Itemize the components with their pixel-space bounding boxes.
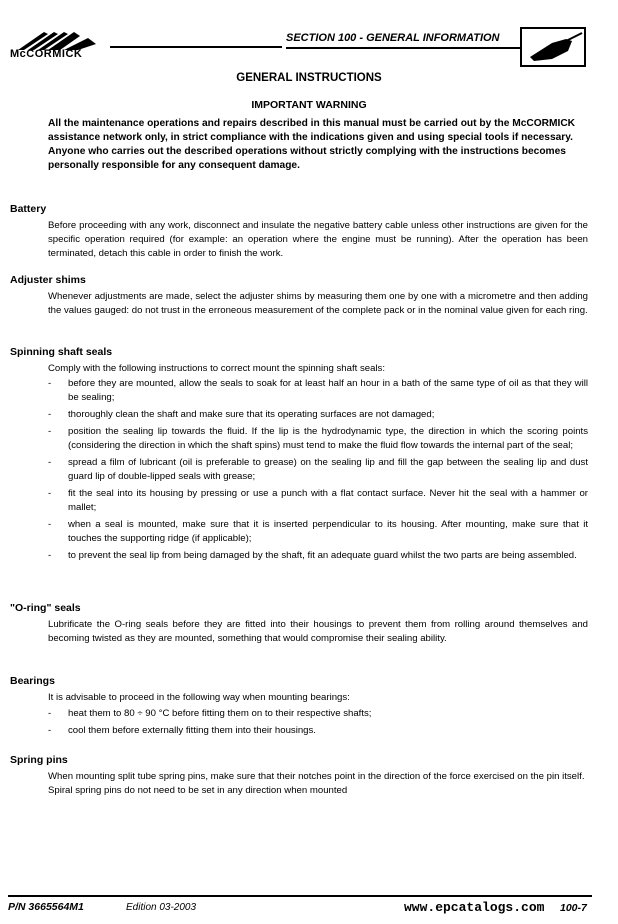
section-icon-box (520, 27, 586, 67)
website-watermark: www.epcatalogs.com (404, 900, 545, 915)
list-item-text: to prevent the seal lip from being damaged by the shaft, fit an adequate guard whilst the two parts are being assembled. (68, 550, 577, 561)
list-item-text: cool them before externally fitting them into their housings. (68, 725, 316, 736)
brand-name: McCORMICK (10, 48, 83, 60)
bearings-intro-text: It is advisable to proceed in the following way when mounting bearings: (48, 692, 350, 703)
list-dash: - (48, 725, 52, 736)
list-dash: - (48, 488, 52, 499)
footer-rule (8, 895, 592, 897)
page-title: GENERAL INSTRUCTIONS (236, 72, 382, 84)
warning-body (48, 117, 588, 173)
list-item-text: heat them to 80 ÷ 90 °C before fitting them on to their respective shafts; (68, 708, 372, 719)
list-item (48, 408, 588, 422)
list-dash: - (48, 550, 52, 561)
heading-bearings: Bearings (10, 675, 55, 687)
header-rule-left (110, 46, 282, 48)
warning-paragraph: Anyone who carries out the described operations without strictly complying with the instructions becomes personally responsible for any consequent damage. (48, 146, 566, 171)
list-item (48, 518, 588, 546)
heading-spring-pins: Spring pins (10, 754, 68, 766)
list-item-text: spread a film of lubricant (oil is preferable to grease) on the sealing lip and fill the gap between the sealing lip and dust guard lip of double-lipped seals with grease; (68, 457, 588, 482)
list-item (48, 377, 588, 405)
bearings-list (48, 707, 588, 741)
list-item (48, 724, 588, 738)
list-item-text: thoroughly clean the shaft and make sure that its operating surfaces are not damaged; (68, 409, 435, 420)
oring-text (48, 618, 588, 646)
list-item (48, 549, 588, 563)
list-item-text: fit the seal into its housing by pressing or use a punch with a flat contact surface. Never hit the seal with a hammer or mallet; (68, 488, 588, 513)
header-rule-right (286, 47, 522, 49)
spring-pins-paragraph: Spiral spring pins do not need to be set in any direction when mounted (48, 785, 348, 796)
list-item-text: before they are mounted, allow the seals to soak for at least half an hour in a bath of the same type of oil as that they will be sealing; (68, 378, 588, 403)
spinning-intro-text: Comply with the following instructions to correct mount the spinning shaft seals: (48, 363, 386, 374)
heading-spinning-shaft-seals: Spinning shaft seals (10, 346, 113, 358)
battery-paragraph: Before proceeding with any work, disconnect and insulate the negative battery cable unless other instructions are given for the specific operation required (for example: an operation where the engine must be running). After the operation has been terminated, detach this cable in order to finish the work. (48, 220, 588, 259)
tractor-seal-icon (522, 29, 584, 65)
list-dash: - (48, 378, 52, 389)
heading-o-ring-seals: "O-ring" seals (10, 602, 81, 614)
spinning-intro (48, 362, 588, 376)
spring-pins-text (48, 770, 588, 798)
spinning-seal-list (48, 377, 588, 566)
list-item (48, 487, 588, 515)
warning-title: IMPORTANT WARNING (251, 99, 367, 111)
part-number: P/N 3665564M1 (8, 901, 84, 913)
heading-battery: Battery (10, 203, 47, 215)
list-dash: - (48, 457, 52, 468)
oring-paragraph: Lubrificate the O-ring seals before they are fitted into their housings to prevent them from rolling around themselves and becoming twisted as they are mounted, something that would compromise their sealing ability. (48, 619, 588, 644)
list-item (48, 456, 588, 484)
adjuster-text (48, 290, 588, 318)
list-dash: - (48, 426, 52, 437)
edition: Edition 03-2003 (126, 902, 197, 913)
list-item (48, 707, 588, 721)
spring-pins-paragraph: When mounting split tube spring pins, make sure that their notches point in the direction of the force exercised on the pin itself. (48, 771, 585, 782)
list-item-text: when a seal is mounted, make sure that it is inserted perpendicular to its housing. After mounting, make sure that it touches the supporting ridge (if applicable); (68, 519, 588, 544)
list-item-text: position the sealing lip towards the fluid. If the lip is the hydrodynamic type, the direction in which the scoring points (considering the direction in which the shaft spins) must tend to make the fluid flow towards the internal part of the seal; (68, 426, 588, 451)
list-item (48, 425, 588, 453)
bearings-intro (48, 691, 588, 705)
list-dash: - (48, 708, 52, 719)
warning-paragraph: All the maintenance operations and repairs described in this manual must be carried out by the McCORMICK assistance network only, in strict compliance with the indications given and using special tools if necessary. (48, 118, 576, 143)
section-title: SECTION 100 - GENERAL INFORMATION (286, 32, 500, 44)
heading-adjuster-shims: Adjuster shims (10, 274, 86, 286)
adjuster-paragraph: Whenever adjustments are made, select the adjuster shims by measuring them one by one with a micrometre and then adding the values gauged: do not trust in the erroneous measurement of the complete pack or in the nominal value given for each ring. (48, 291, 588, 316)
list-dash: - (48, 409, 52, 420)
page-number: 100-7 (560, 902, 587, 914)
battery-text (48, 219, 588, 261)
list-dash: - (48, 519, 52, 530)
